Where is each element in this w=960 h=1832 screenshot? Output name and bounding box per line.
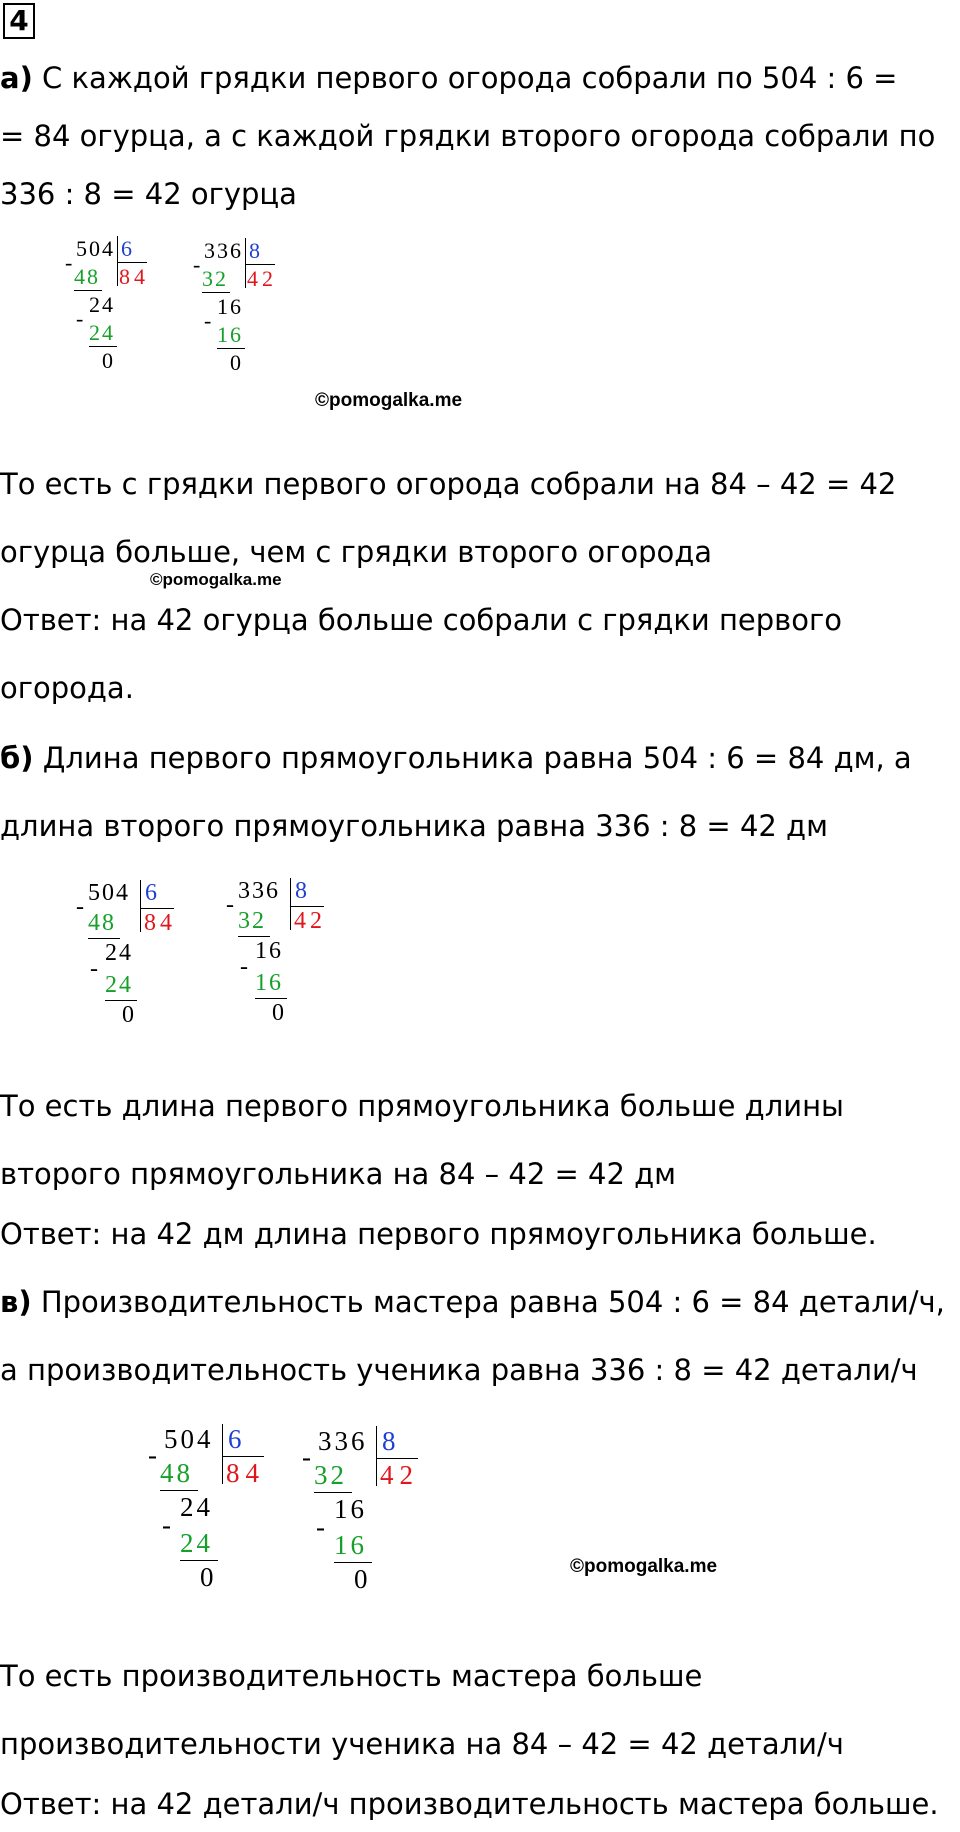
part-b-line-2: длина второго прямоугольника равна 336 : 8 = 42 дм	[0, 809, 828, 843]
divisor: 6	[121, 236, 132, 261]
task-number: 4	[3, 3, 35, 39]
remainder-final: 0	[122, 1002, 134, 1028]
subtrahend-2: 16	[334, 1530, 367, 1560]
quotient: 42	[294, 908, 326, 934]
dividend: 504	[88, 880, 130, 906]
remainder-final: 0	[200, 1562, 214, 1592]
long-division-336-by-8-v	[302, 1426, 432, 1626]
divisor: 8	[249, 238, 260, 263]
quotient: 84	[144, 910, 176, 936]
part-v-line-5: Ответ: на 42 детали/ч производительность мастера больше.	[0, 1787, 939, 1821]
remainder-1: 24	[180, 1492, 213, 1522]
part-b-line-5: Ответ: на 42 дм длина первого прямоугольника больше.	[0, 1217, 877, 1251]
divisor: 8	[295, 878, 307, 904]
subtrahend-2: 24	[105, 972, 133, 998]
part-a-line-6: Ответ: на 42 огурца больше собрали с грядки первого	[0, 603, 842, 637]
part-v-line-4: производительности ученика на 84 – 42 = 42 детали/ч	[0, 1727, 844, 1761]
quotient: 42	[380, 1460, 419, 1490]
remainder-final: 0	[354, 1564, 368, 1594]
subtrahend-2: 24	[89, 320, 115, 345]
long-division-504-by-6-b	[72, 880, 182, 1030]
minus-sign: -	[193, 252, 201, 277]
part-b-line-3: То есть длина первого прямоугольника больше длины	[0, 1089, 844, 1123]
part-a-line-4: То есть с грядки первого огорода собрали на 84 – 42 = 42	[0, 467, 897, 501]
subtrahend-1: 48	[88, 910, 116, 936]
minus-sign: -	[316, 1512, 325, 1542]
dividend: 504	[76, 236, 115, 261]
subtrahend-1: 32	[202, 266, 228, 291]
long-division-336-by-8-a	[192, 238, 292, 378]
subtrahend-1: 32	[238, 908, 266, 934]
part-a-line-2: = 84 огурца, а с каждой грядки второго огорода собрали по	[0, 119, 936, 153]
part-v-line-3: То есть производительность мастера больше	[0, 1659, 703, 1693]
part-a-line-7: огорода.	[0, 671, 134, 705]
minus-sign: -	[302, 1442, 311, 1472]
part-v-line-2: а производительность ученика равна 336 : 8 = 42 детали/ч	[0, 1353, 918, 1387]
divisor: 6	[228, 1424, 242, 1454]
minus-sign: -	[90, 956, 98, 982]
part-a-label: а)	[0, 61, 33, 95]
remainder-1: 24	[105, 940, 133, 966]
minus-sign: -	[76, 306, 84, 331]
remainder-1: 24	[89, 292, 115, 317]
long-division-336-by-8-b	[222, 878, 332, 1028]
part-b-line-4: второго прямоугольника на 84 – 42 = 42 дм	[0, 1157, 677, 1191]
watermark: ©pomogalka.me	[570, 1556, 718, 1577]
divisor: 8	[382, 1426, 396, 1456]
subtrahend-1: 32	[314, 1460, 347, 1490]
remainder-final: 0	[102, 348, 113, 373]
subtrahend-1: 48	[160, 1458, 193, 1488]
part-a-line-3: 336 : 8 = 42 огурца	[0, 177, 297, 211]
minus-sign: -	[148, 1440, 157, 1470]
quotient: 42	[247, 266, 277, 291]
dividend: 336	[238, 878, 280, 904]
long-division-504-by-6-v	[148, 1424, 278, 1624]
remainder-final: 0	[272, 1000, 284, 1026]
quotient: 84	[119, 264, 149, 289]
subtrahend-2: 16	[217, 322, 243, 347]
part-b-line-1: б) Длина первого прямоугольника равна 504 : 6 = 84 дм, а	[0, 741, 912, 775]
watermark: ©pomogalka.me	[150, 570, 282, 589]
watermark: ©pomogalka.me	[315, 390, 463, 411]
quotient: 84	[226, 1458, 265, 1488]
part-b-label: б)	[0, 741, 34, 775]
minus-sign: -	[226, 892, 234, 918]
dividend: 504	[164, 1424, 214, 1454]
part-v-label: в)	[0, 1285, 32, 1319]
dividend: 336	[204, 238, 243, 263]
remainder-1: 16	[255, 938, 283, 964]
long-division-504-by-6-a	[62, 236, 162, 376]
minus-sign: -	[240, 954, 248, 980]
minus-sign: -	[204, 308, 212, 333]
subtrahend-1: 48	[74, 264, 100, 289]
minus-sign: -	[76, 894, 84, 920]
divisor: 6	[145, 880, 157, 906]
minus-sign: -	[162, 1510, 171, 1540]
part-v-line-1: в) Производительность мастера равна 504 : 6 = 84 детали/ч,	[0, 1285, 945, 1319]
part-a-line-1: а) С каждой грядки первого огорода собрали по 504 : 6 =	[0, 61, 898, 95]
remainder-final: 0	[230, 350, 241, 375]
part-a-line-5: огурца больше, чем с грядки второго огорода	[0, 535, 713, 569]
dividend: 336	[318, 1426, 368, 1456]
subtrahend-2: 24	[180, 1528, 213, 1558]
minus-sign: -	[65, 250, 73, 275]
remainder-1: 16	[217, 294, 243, 319]
remainder-1: 16	[334, 1494, 367, 1524]
subtrahend-2: 16	[255, 970, 283, 996]
